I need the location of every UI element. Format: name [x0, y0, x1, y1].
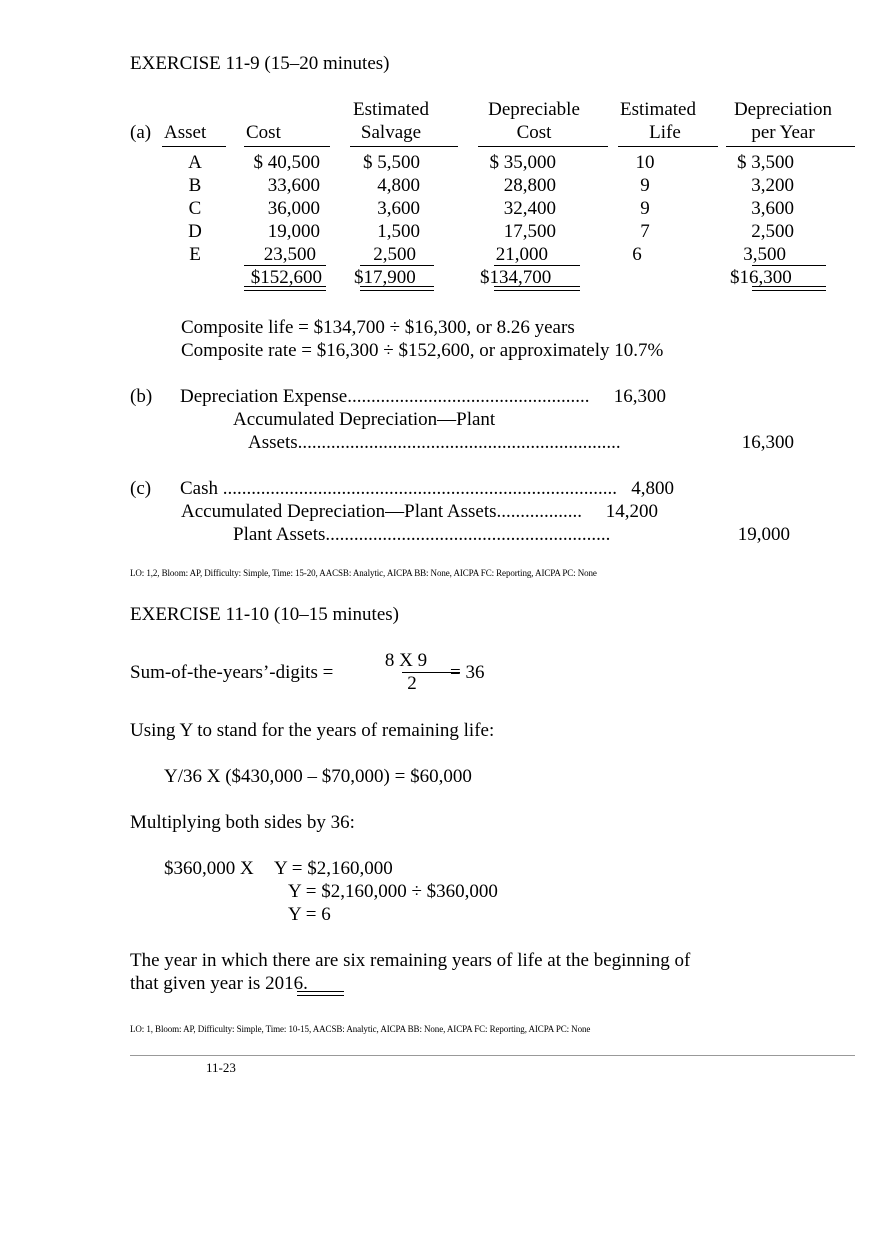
table-cell-salvage: 4,800 [377, 175, 420, 196]
journal-credit-amount: 16,300 [741, 432, 794, 453]
header-dpy-line1: Depreciation [733, 99, 833, 120]
footer-rule [130, 1055, 855, 1056]
header-underline [726, 146, 855, 147]
composite-rate: Composite rate = $16,300 ÷ $152,600, or approximately 10.7% [181, 340, 664, 361]
composite-life: Composite life = $134,700 ÷ $16,300, or 8.26 years [181, 317, 575, 338]
table-cell-depcost: 32,400 [503, 198, 556, 219]
subtotal-underline [360, 265, 434, 266]
total-double-underline [244, 286, 326, 291]
journal-credit-account-line1: Accumulated Depreciation—Plant [233, 409, 496, 430]
equation-2-right: Y = $2,160,000 [274, 858, 393, 879]
table-cell-salvage: 3,600 [377, 198, 420, 219]
table-cell-life: 9 [640, 175, 650, 196]
table-cell-depcost: $ 35,000 [489, 152, 556, 173]
header-salvage-line2: Salvage [360, 122, 422, 143]
header-underline [618, 146, 718, 147]
table-cell-asset: B [188, 175, 202, 196]
multiplying-text: Multiplying both sides by 36: [130, 812, 355, 833]
table-cell-cost: 33,600 [267, 175, 320, 196]
equation-4: Y = 6 [288, 904, 331, 925]
equation-3: Y = $2,160,000 ÷ $360,000 [288, 881, 498, 902]
journal-debit-accumulated-depreciation: Accumulated Depreciation—Plant Assets.................. [181, 501, 583, 522]
table-cell-depcost: 21,000 [495, 244, 548, 265]
using-y-text: Using Y to stand for the years of remaining life: [130, 720, 495, 741]
journal-debit-depreciation-expense: Depreciation Expense................................................... [180, 386, 590, 407]
learning-objectives-11-9: LO: 1,2, Bloom: AP, Difficulty: Simple, Time: 15-20, AACSB: Analytic, AICPA BB: None, AICPA FC: Reporting, AICPA PC: None [130, 568, 597, 578]
table-cell-asset: C [188, 198, 202, 219]
table-cell-asset: D [188, 221, 202, 242]
table-cell-dpy: 3,600 [751, 198, 794, 219]
table-cell-cost: 36,000 [267, 198, 320, 219]
table-cell-life: 7 [640, 221, 650, 242]
header-underline [350, 146, 458, 147]
header-depcost-line2: Cost [516, 122, 552, 143]
total-double-underline [360, 286, 434, 291]
equation-2-left: $360,000 X [164, 858, 254, 879]
table-cell-life: 6 [632, 244, 642, 265]
table-cell-dpy: 3,500 [743, 244, 786, 265]
exercise-11-9-title: EXERCISE 11-9 (15–20 minutes) [130, 53, 390, 74]
subtotal-underline [244, 265, 326, 266]
table-cell-dpy: 2,500 [751, 221, 794, 242]
table-cell-asset: E [189, 244, 201, 265]
syd-denominator: 2 [407, 673, 417, 694]
header-underline [162, 146, 226, 147]
total-cost: $152,600 [250, 267, 322, 288]
total-dpy: $16,300 [730, 267, 792, 288]
conclusion-line-1: The year in which there are six remaining years of life at the beginning of [130, 950, 691, 971]
syd-result: = 36 [450, 662, 485, 683]
table-cell-cost: 19,000 [267, 221, 320, 242]
exercise-11-10-title: EXERCISE 11-10 (10–15 minutes) [130, 604, 399, 625]
page-number: 11-23 [206, 1060, 236, 1075]
journal-debit-amount: 16,300 [613, 386, 666, 407]
part-c-label: (c) [130, 478, 152, 499]
subtotal-underline [752, 265, 826, 266]
journal-debit-amount: 14,200 [605, 501, 658, 522]
journal-credit-amount: 19,000 [737, 524, 790, 545]
table-cell-life: 9 [640, 198, 650, 219]
journal-debit-amount: 4,800 [631, 478, 674, 499]
table-cell-cost: $ 40,500 [253, 152, 320, 173]
table-cell-dpy: $ 3,500 [737, 152, 794, 173]
total-double-underline [494, 286, 580, 291]
table-cell-salvage: 1,500 [377, 221, 420, 242]
part-b-label: (b) [130, 386, 153, 407]
table-cell-cost: 23,500 [263, 244, 316, 265]
header-life-line1: Estimated [620, 99, 696, 120]
journal-credit-plant-assets: Plant Assets............................................................ [233, 524, 611, 545]
subtotal-underline [494, 265, 580, 266]
table-cell-dpy: 3,200 [751, 175, 794, 196]
header-asset: Asset [164, 122, 207, 143]
journal-debit-cash: Cash ................................................................................... [180, 478, 617, 499]
table-cell-asset: A [188, 152, 202, 173]
header-underline [244, 146, 330, 147]
table-cell-life: 10 [635, 152, 655, 173]
table-cell-salvage: 2,500 [373, 244, 416, 265]
journal-credit-account-line2: Assets.................................................................... [248, 432, 621, 453]
part-a-label: (a) [130, 122, 152, 143]
syd-numerator: 8 X 9 [384, 650, 428, 671]
table-cell-depcost: 28,800 [503, 175, 556, 196]
header-dpy-line2: per Year [751, 122, 815, 143]
header-underline [478, 146, 608, 147]
header-cost: Cost [246, 122, 281, 143]
total-depcost: $134,700 [480, 267, 552, 288]
header-salvage-line1: Estimated [353, 99, 429, 120]
total-double-underline [752, 286, 826, 291]
equation-1: Y/36 X ($430,000 – $70,000) = $60,000 [164, 766, 472, 787]
header-life-line2: Life [649, 122, 681, 143]
answer-double-underline [297, 991, 344, 996]
learning-objectives-11-10: LO: 1, Bloom: AP, Difficulty: Simple, Time: 10-15, AACSB: Analytic, AICPA BB: None, AICPA FC: Reporting, AICPA PC: None [130, 1024, 591, 1034]
table-cell-depcost: 17,500 [503, 221, 556, 242]
syd-label: Sum-of-the-years’-digits = [130, 662, 334, 683]
total-salvage: $17,900 [354, 267, 416, 288]
header-depcost-line1: Depreciable [488, 99, 580, 120]
conclusion-line-2: that given year is 2016. [130, 973, 308, 994]
table-cell-salvage: $ 5,500 [363, 152, 420, 173]
